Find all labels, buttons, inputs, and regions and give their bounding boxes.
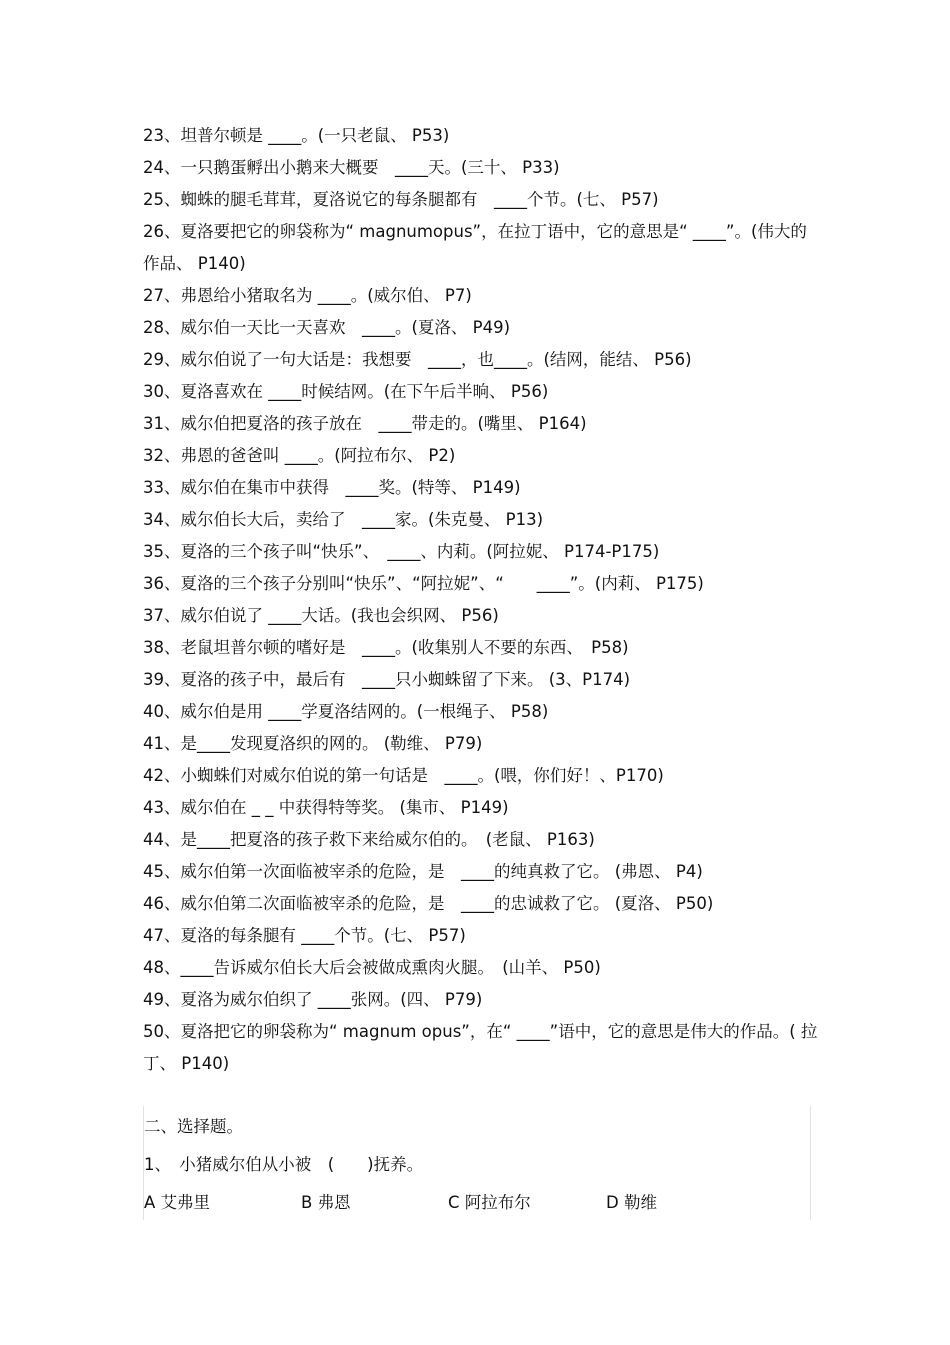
question-49: 49、夏洛为威尔伯织了 ____张网。(四、 P79) [143, 990, 483, 1009]
question-39: 39、夏洛的孩子中，最后有 ____只小蜘蛛留了下来。 (3、P174) [143, 670, 631, 689]
question-32: 32、弗恩的爸爸叫 ____。(阿拉布尔、 P2) [143, 446, 456, 465]
question-46: 46、威尔伯第二次面临被宰杀的危险，是 ____的忠诚救了它。 (夏洛、 P50) [143, 894, 714, 913]
question-40: 40、威尔伯是用 ____学夏洛结网的。(一根绳子、 P58) [143, 702, 549, 721]
choice-options [144, 1190, 810, 1216]
option-b: B 弗恩 [301, 1193, 351, 1212]
question-28: 28、威尔伯一天比一天喜欢 ____。(夏洛、 P49) [143, 318, 511, 337]
question-26: 26、夏洛要把它的卵袋称为“ magnumopus”，在拉丁语中，它的意思是“ ____”。(伟大的作品、 P140) [143, 222, 807, 273]
question-34: 34、威尔伯长大后，卖给了 ____家。(朱克曼、 P13) [143, 510, 544, 529]
question-42: 42、小蜘蛛们对威尔伯说的第一句话是 ____。(喂，你们好！、P170) [143, 766, 664, 785]
choice-question-1: 1、 小猪威尔伯从小被 ( )抚养。 [144, 1155, 424, 1174]
question-44: 44、是____把夏洛的孩子救下来给威尔伯的。 (老鼠、 P163) [143, 830, 595, 849]
option-a: A 艾弗里 [144, 1193, 211, 1212]
question-48: 48、____告诉威尔伯长大后会被做成熏肉火腿。 (山羊、 P50) [143, 958, 601, 977]
question-41: 41、是____发现夏洛织的网的。 (勒维、 P79) [143, 734, 483, 753]
question-25: 25、蜘蛛的腿毛茸茸，夏洛说它的每条腿都有 ____个节。(七、 P57) [143, 190, 659, 209]
question-35: 35、夏洛的三个孩子叫“快乐”、 ____、内莉。(阿拉妮、 P174-P175) [143, 542, 660, 561]
question-31: 31、威尔伯把夏洛的孩子放在 ____带走的。(嘴里、 P164) [143, 414, 587, 433]
question-47: 47、夏洛的每条腿有 ____个节。(七、 P57) [143, 926, 466, 945]
question-45: 45、威尔伯第一次面临被宰杀的危险，是 ____的纯真救了它。 (弗恩、 P4) [143, 862, 703, 881]
question-30: 30、夏洛喜欢在 ____时候结网。(在下午后半晌、 P56) [143, 382, 549, 401]
section-title: 二、选择题。 [144, 1117, 243, 1136]
question-50: 50、夏洛把它的卵袋称为“ magnum opus”，在“ ____”语中，它的意思是伟大的作品。( 拉丁、 P140) [143, 1022, 818, 1073]
question-33: 33、威尔伯在集市中获得 ____奖。(特等、 P149) [143, 478, 521, 497]
question-43: 43、威尔伯在 _ _ 中获得特等奖。 (集市、 P149) [143, 798, 509, 817]
question-38: 38、老鼠坦普尔顿的嗜好是 ____。(收集别人不要的东西、 P58) [143, 638, 629, 657]
option-d: D 勒维 [606, 1193, 657, 1212]
fill-in-blank-list [143, 120, 823, 1080]
question-27: 27、弗恩给小猪取名为 ____。(威尔伯、 P7) [143, 286, 472, 305]
question-29: 29、威尔伯说了一句大话是：我想要 ____，也____。(结网，能结、 P56) [143, 350, 692, 369]
multiple-choice-section [143, 1106, 811, 1220]
question-24: 24、一只鹅蛋孵出小鹅来大概要 ____天。(三十、 P33) [143, 158, 560, 177]
question-36: 36、夏洛的三个孩子分别叫“快乐”、“阿拉妮”、“ ____”。(内莉、 P175) [143, 574, 704, 593]
question-37: 37、威尔伯说了 ____大话。(我也会织网、 P56) [143, 606, 499, 625]
question-23: 23、坦普尔顿是 ____。(一只老鼠、 P53) [143, 126, 450, 145]
option-c: C 阿拉布尔 [448, 1193, 531, 1212]
